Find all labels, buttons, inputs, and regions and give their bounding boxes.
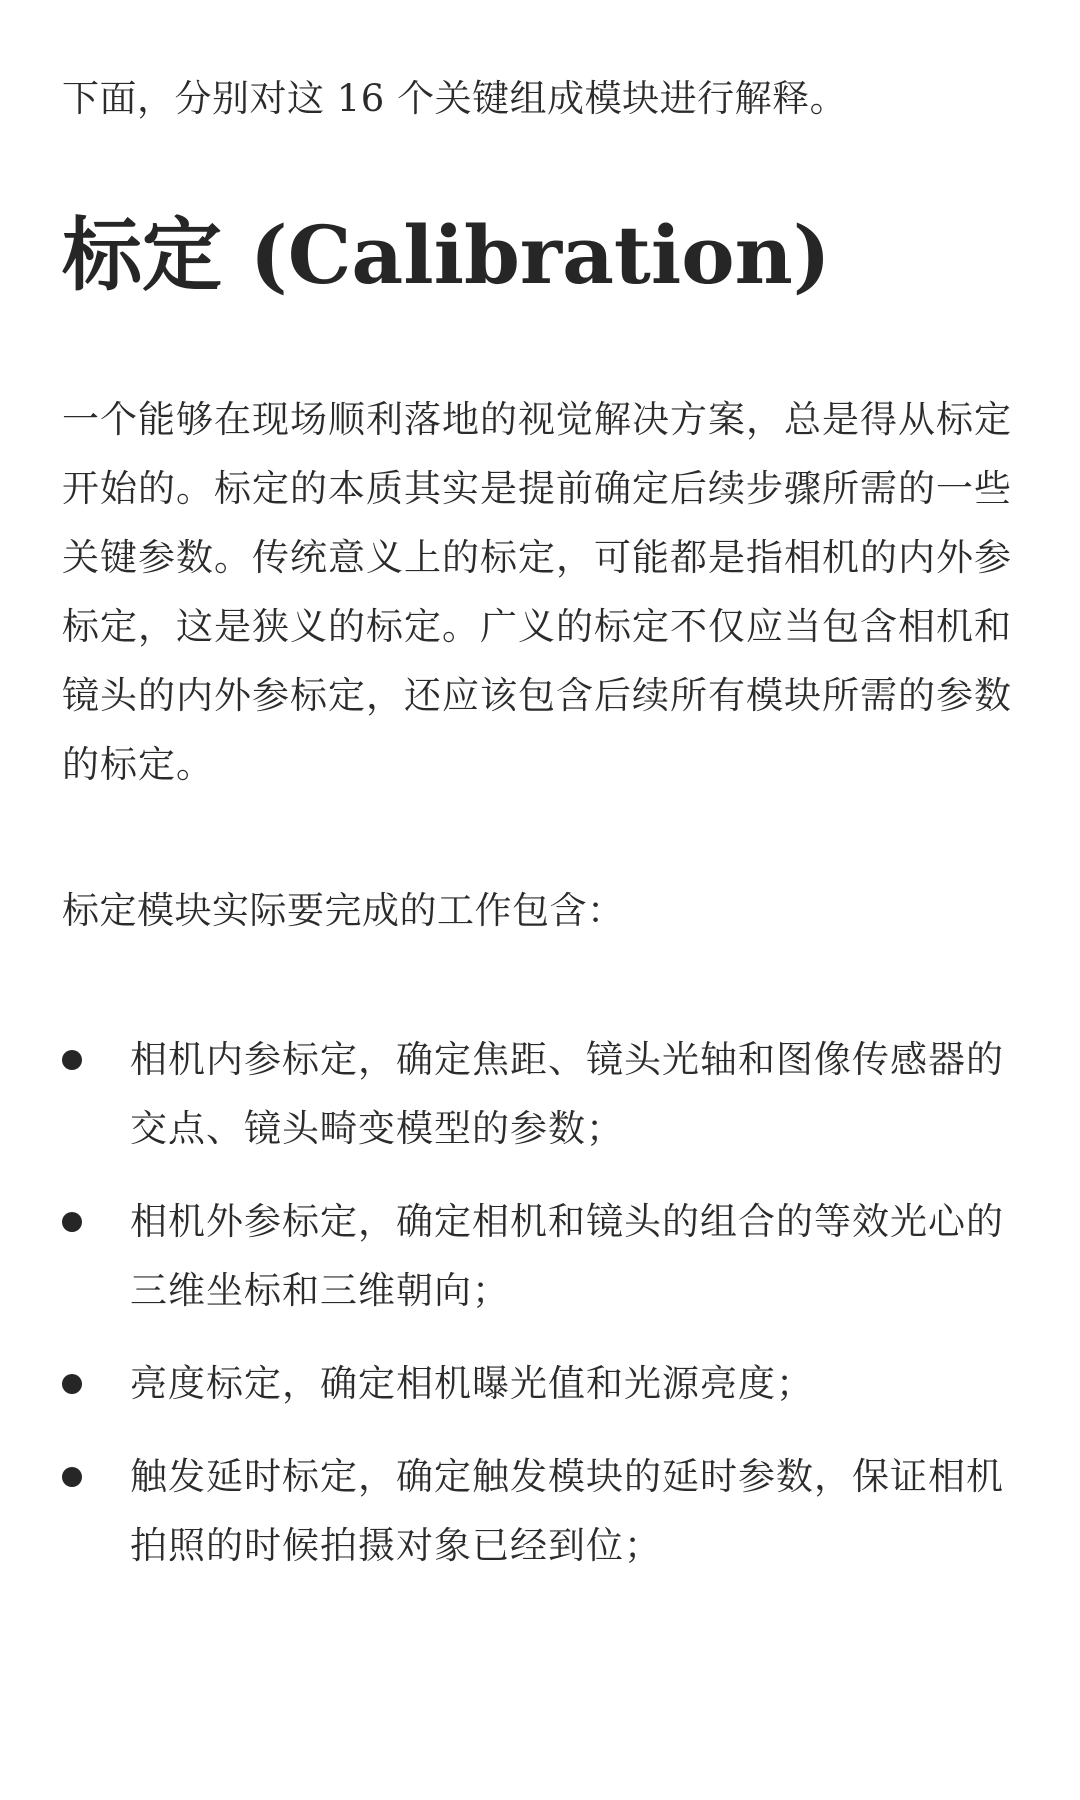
list-item [62, 1349, 1022, 1418]
section-heading: 标定 (Calibration) [62, 208, 831, 302]
list-item-text: 触发延时标定，确定触发模块的延时参数，保证相机拍照的时候拍摄对象已经到位； [130, 1455, 1004, 1567]
calibration-task-list [62, 1025, 1042, 1604]
bullet-dot-icon [62, 1212, 82, 1232]
bullet-dot-icon [62, 1467, 82, 1487]
list-item [62, 1187, 1022, 1325]
list-lead-text: 标定模块实际要完成的工作包含： [62, 889, 625, 932]
bullet-dot-icon [62, 1050, 82, 1070]
list-item-text: 亮度标定，确定相机曝光值和光源亮度； [130, 1362, 814, 1405]
intro-text: 下面，分别对这 16 个关键组成模块进行解释。 [62, 77, 848, 120]
bullet-dot-icon [62, 1374, 82, 1394]
list-item [62, 1442, 1022, 1580]
list-item-text: 相机外参标定，确定相机和镜头的组合的等效光心的三维坐标和三维朝向； [130, 1200, 1004, 1312]
body-paragraph: 一个能够在现场顺利落地的视觉解决方案，总是得从标定开始的。标定的本质其实是提前确定后续步骤所需的一些关键参数。传统意义上的标定，可能都是指相机的内外参标定，这是狭义的标定。广义的标定不仅应当包含相机和镜头的内外参标定，还应该包含后续所有模块所需的参数的标定。 [62, 398, 1012, 786]
list-item [62, 1025, 1022, 1163]
list-item-text: 相机内参标定，确定焦距、镜头光轴和图像传感器的交点、镜头畸变模型的参数； [130, 1038, 1004, 1150]
